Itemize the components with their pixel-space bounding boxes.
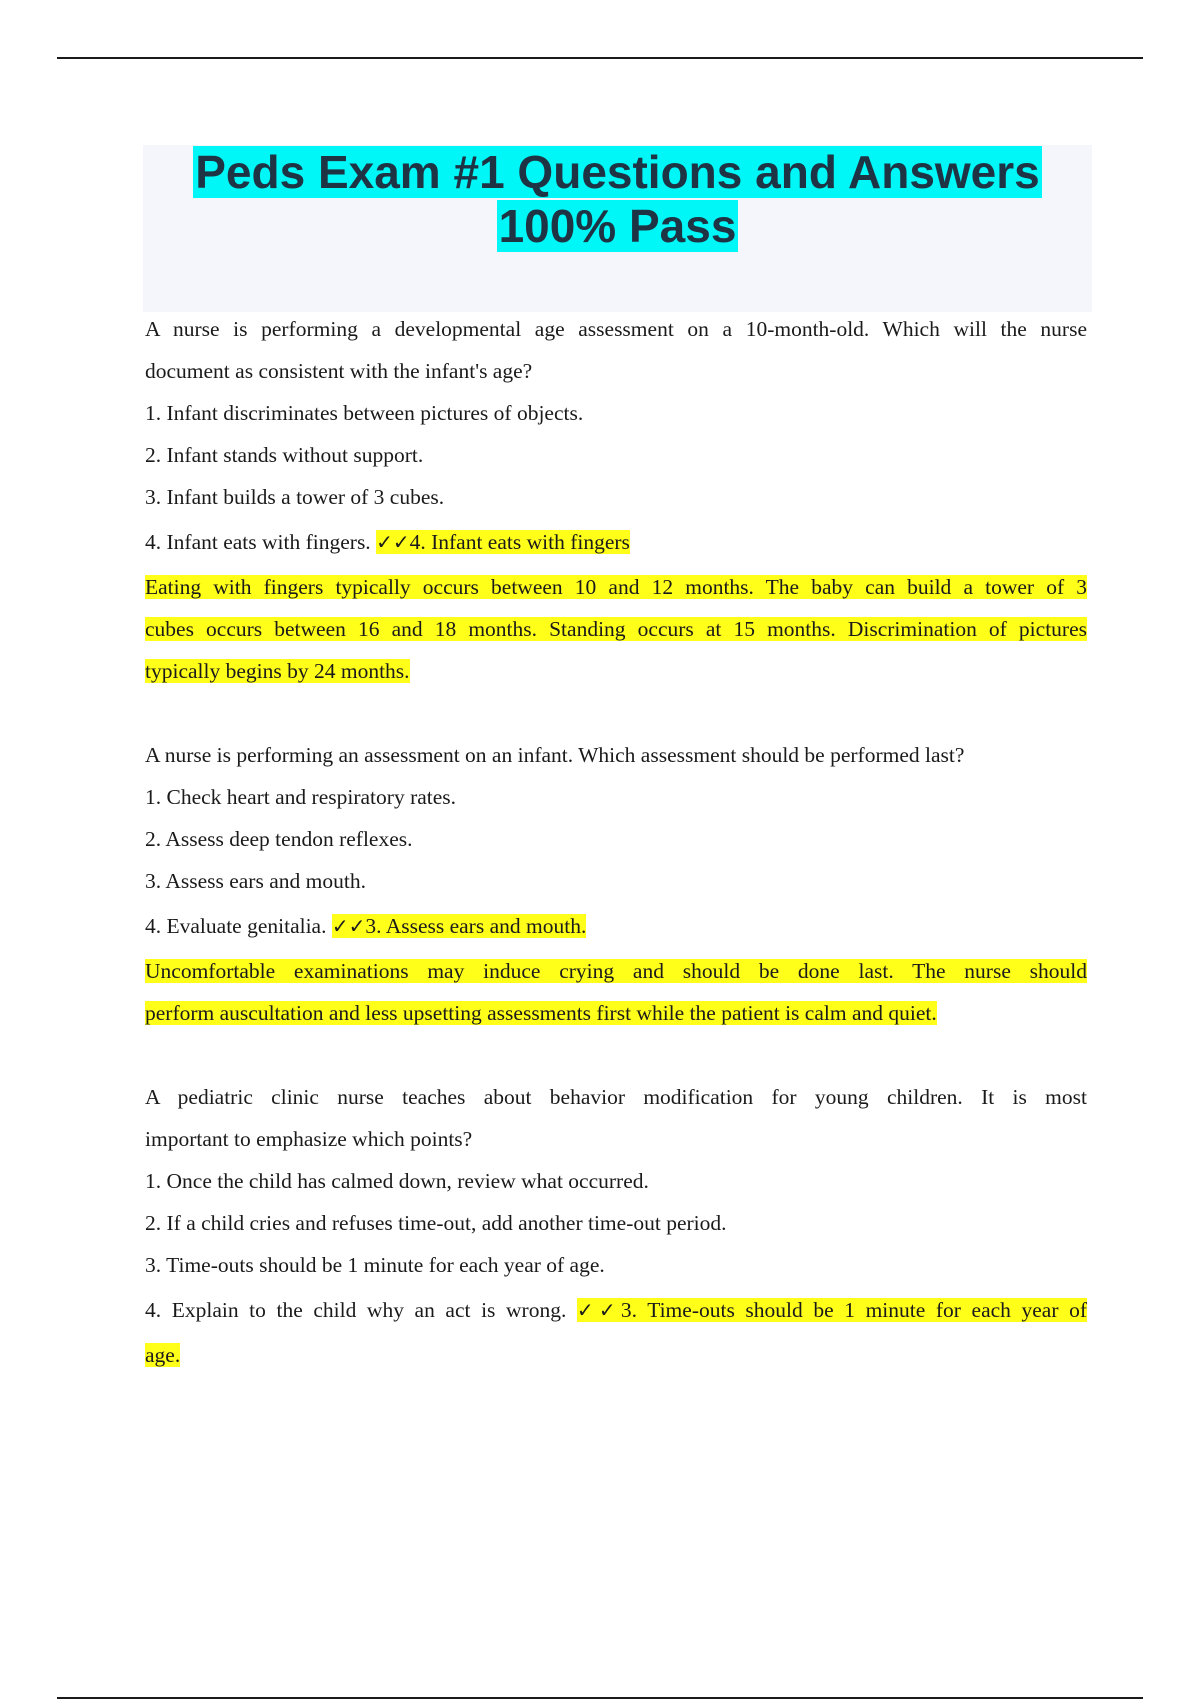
title-block — [143, 145, 1092, 312]
question-2 — [145, 734, 1087, 1034]
option-4-with-answer — [145, 1286, 1087, 1334]
option-2: 2. Infant stands without support. — [145, 443, 424, 467]
double-check-icon: ✓✓ — [576, 1298, 621, 1322]
option-4: 4. Evaluate genitalia. — [145, 914, 327, 938]
option-4-with-answer — [145, 902, 1087, 950]
rationale-line-3: typically begins by 24 months. — [145, 659, 410, 683]
option-4: 4. Explain to the child why an act is wrong. — [145, 1298, 567, 1322]
answer-text: 3. Assess ears and mouth. — [365, 914, 587, 938]
double-check-icon: ✓✓ — [376, 530, 410, 554]
option-1: 1. Once the child has calmed down, review what occurred. — [145, 1169, 649, 1193]
question-stem: A pediatric clinic nurse teaches about behavior modification for young children. It is most — [145, 1085, 1087, 1109]
option-1: 1. Check heart and respiratory rates. — [145, 785, 457, 809]
option-2: 2. If a child cries and refuses time-out, add another time-out period. — [145, 1211, 727, 1235]
question-stem: A nurse is performing a developmental age assessment on a 10-month-old. Which will the nurse — [145, 317, 1087, 341]
footer-rule — [57, 1697, 1143, 1699]
option-3: 3. Time-outs should be 1 minute for each year of age. — [145, 1253, 605, 1277]
title-line-1: Peds Exam #1 Questions and Answers — [195, 146, 1040, 198]
question-stem-cont: document as consistent with the infant's age? — [145, 359, 533, 383]
rationale-line-1: Eating with fingers typically occurs between 10 and 12 months. The baby can build a tower of 3 — [145, 575, 1087, 599]
option-3: 3. Assess ears and mouth. — [145, 869, 366, 893]
question-stem: A nurse is performing an assessment on an infant. Which assessment should be performed last? — [145, 743, 965, 767]
answer-text: 3. Time-outs should be 1 minute for each year of — [620, 1298, 1087, 1322]
answer-continuation: age. — [145, 1343, 181, 1367]
header-rule — [57, 57, 1143, 59]
option-4-with-answer — [145, 518, 1087, 566]
document-body — [145, 308, 1087, 1376]
rationale-line-2: cubes occurs between 16 and 18 months. Standing occurs at 15 months. Discrimination of pictures — [145, 617, 1087, 641]
title-line-2: 100% Pass — [498, 200, 737, 252]
spacer — [145, 692, 1087, 734]
rationale-line-2: perform auscultation and less upsetting assessments first while the patient is calm and quiet. — [145, 1001, 937, 1025]
double-check-icon: ✓✓ — [331, 914, 366, 938]
document-title — [143, 145, 1092, 253]
option-1: 1. Infant discriminates between pictures of objects. — [145, 401, 584, 425]
answer-highlight — [376, 530, 630, 554]
option-3: 3. Infant builds a tower of 3 cubes. — [145, 485, 445, 509]
option-4: 4. Infant eats with fingers. — [145, 530, 371, 554]
rationale-line-1: Uncomfortable examinations may induce crying and should be done last. The nurse should — [145, 959, 1087, 983]
answer-text: 4. Infant eats with fingers — [409, 530, 630, 554]
question-3 — [145, 1076, 1087, 1376]
question-stem-cont: important to emphasize which points? — [145, 1127, 473, 1151]
option-2: 2. Assess deep tendon reflexes. — [145, 827, 413, 851]
answer-highlight — [577, 1298, 1087, 1322]
question-1 — [145, 308, 1087, 692]
answer-highlight — [332, 914, 586, 938]
spacer — [145, 1034, 1087, 1076]
